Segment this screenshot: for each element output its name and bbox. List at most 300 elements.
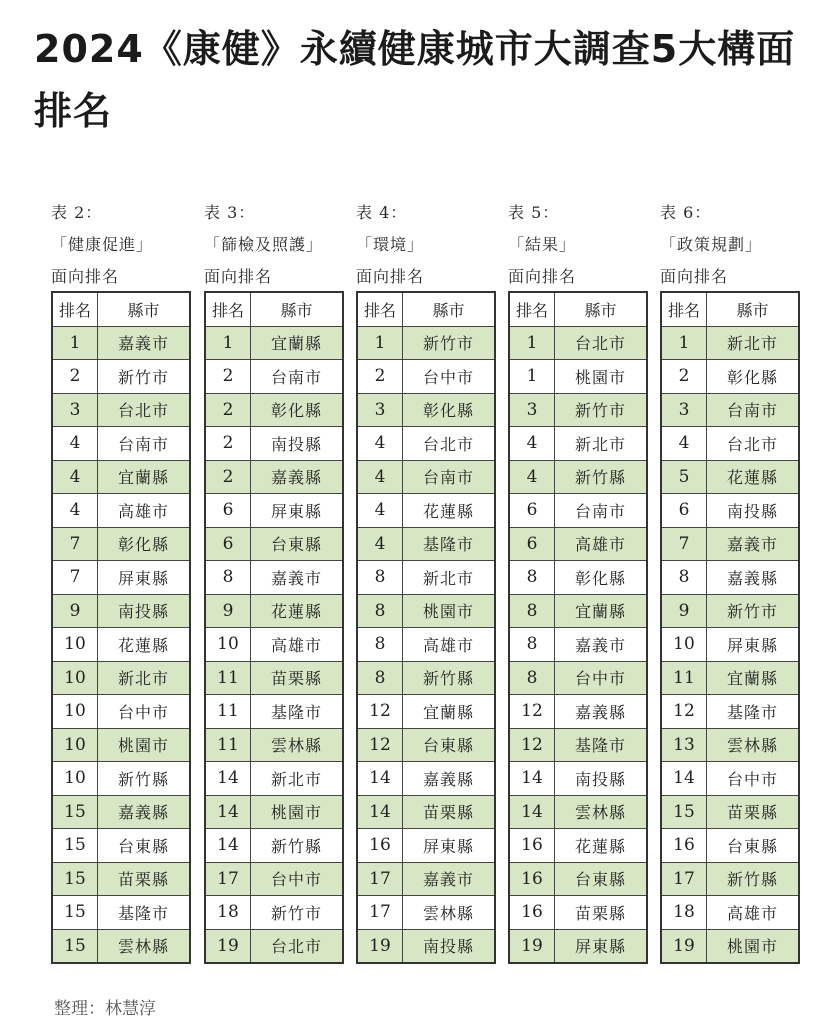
table-row (205, 929, 343, 963)
rank-cell: 12 (357, 728, 403, 762)
table-row (661, 494, 799, 528)
table-row (661, 661, 799, 695)
city-cell: 高雄市 (707, 896, 800, 930)
city-cell: 宜蘭縣 (403, 695, 496, 729)
table-row (52, 728, 190, 762)
rank-cell: 3 (52, 393, 98, 427)
table-row (357, 695, 495, 729)
table-row (509, 829, 647, 863)
city-cell: 新竹市 (403, 326, 496, 360)
table-row (52, 594, 190, 628)
city-cell: 基隆市 (403, 527, 496, 561)
rank-header: 排名 (52, 292, 98, 326)
city-cell: 彰化縣 (98, 527, 191, 561)
city-cell: 台東縣 (707, 829, 800, 863)
table-row (509, 427, 647, 461)
table-row (205, 695, 343, 729)
rank-table (356, 291, 496, 964)
table-row (52, 795, 190, 829)
table-row (357, 829, 495, 863)
city-cell: 新竹市 (251, 896, 344, 930)
table-row (509, 795, 647, 829)
table-name: 「結果」 (508, 235, 577, 254)
rank-cell: 4 (357, 427, 403, 461)
table-row (357, 795, 495, 829)
rank-cell: 1 (661, 326, 707, 360)
table-subtitle: 面向排名 (204, 267, 273, 286)
city-cell: 花蓮縣 (555, 829, 648, 863)
rank-cell: 16 (509, 862, 555, 896)
table-row (52, 494, 190, 528)
city-cell: 嘉義市 (251, 561, 344, 595)
city-cell: 屏東縣 (555, 929, 648, 963)
rank-cell: 2 (205, 393, 251, 427)
city-cell: 新竹縣 (251, 829, 344, 863)
city-cell: 新竹市 (707, 594, 800, 628)
table-name: 「環境」 (356, 235, 425, 254)
city-cell: 台北市 (707, 427, 800, 461)
table-row (205, 594, 343, 628)
table-row (661, 427, 799, 461)
city-cell: 屏東縣 (251, 494, 344, 528)
city-cell: 桃園市 (251, 795, 344, 829)
rank-cell: 18 (661, 896, 707, 930)
city-cell: 桃園市 (707, 929, 800, 963)
rank-cell: 11 (205, 661, 251, 695)
table-row (661, 795, 799, 829)
table-row (357, 393, 495, 427)
table-row (357, 661, 495, 695)
table-row (661, 527, 799, 561)
table-row (205, 896, 343, 930)
rank-cell: 6 (509, 494, 555, 528)
table-row (52, 896, 190, 930)
table-row (357, 460, 495, 494)
table-header-row (205, 292, 343, 326)
table-row (509, 628, 647, 662)
table-row (52, 393, 190, 427)
city-cell: 嘉義縣 (98, 795, 191, 829)
table-row (205, 360, 343, 394)
table-row (661, 728, 799, 762)
city-cell: 台中市 (403, 360, 496, 394)
city-cell: 桃園市 (403, 594, 496, 628)
rank-cell: 8 (509, 628, 555, 662)
city-cell: 南投縣 (403, 929, 496, 963)
rank-cell: 8 (357, 561, 403, 595)
rank-cell: 3 (357, 393, 403, 427)
table-row (357, 896, 495, 930)
city-cell: 嘉義縣 (707, 561, 800, 595)
city-cell: 新竹縣 (403, 661, 496, 695)
table-row (509, 594, 647, 628)
city-cell: 南投縣 (555, 762, 648, 796)
city-cell: 高雄市 (555, 527, 648, 561)
city-cell: 桃園市 (555, 360, 648, 394)
city-cell: 花蓮縣 (707, 460, 800, 494)
table-row (205, 561, 343, 595)
table-row (661, 829, 799, 863)
rank-header: 排名 (509, 292, 555, 326)
table-row (661, 360, 799, 394)
rank-cell: 10 (52, 728, 98, 762)
city-cell: 新竹縣 (707, 862, 800, 896)
rank-cell: 14 (205, 829, 251, 863)
rank-cell: 19 (661, 929, 707, 963)
table-row (661, 695, 799, 729)
table-label: 表 6： (660, 203, 712, 222)
rank-cell: 19 (357, 929, 403, 963)
rank-cell: 17 (205, 862, 251, 896)
table-subtitle: 面向排名 (660, 267, 729, 286)
rank-cell: 8 (661, 561, 707, 595)
rank-cell: 10 (205, 628, 251, 662)
rank-cell: 14 (205, 795, 251, 829)
city-cell: 嘉義縣 (555, 695, 648, 729)
rank-cell: 7 (52, 527, 98, 561)
rank-cell: 16 (509, 829, 555, 863)
table-row (205, 393, 343, 427)
table-row (52, 561, 190, 595)
rank-cell: 15 (52, 929, 98, 963)
table-row (205, 862, 343, 896)
rank-cell: 1 (509, 326, 555, 360)
table-row (661, 862, 799, 896)
rank-table (204, 291, 344, 964)
table-row (509, 661, 647, 695)
city-header: 縣市 (403, 292, 496, 326)
rank-cell: 11 (661, 661, 707, 695)
table-row (661, 896, 799, 930)
table-row (205, 427, 343, 461)
table-row (509, 896, 647, 930)
table-row (661, 929, 799, 963)
table-row (357, 494, 495, 528)
city-cell: 新竹縣 (98, 762, 191, 796)
rank-cell: 19 (205, 929, 251, 963)
city-cell: 台南市 (555, 494, 648, 528)
rank-cell: 4 (52, 494, 98, 528)
rank-cell: 4 (661, 427, 707, 461)
rank-cell: 11 (205, 728, 251, 762)
table-row (52, 929, 190, 963)
city-cell: 屏東縣 (707, 628, 800, 662)
city-cell: 雲林縣 (707, 728, 800, 762)
rank-cell: 2 (52, 360, 98, 394)
rank-cell: 3 (661, 393, 707, 427)
rank-header: 排名 (357, 292, 403, 326)
rank-cell: 6 (205, 527, 251, 561)
rank-cell: 1 (52, 326, 98, 360)
table-label: 表 3： (204, 203, 256, 222)
rank-cell: 19 (509, 929, 555, 963)
table-row (661, 762, 799, 796)
city-cell: 嘉義市 (403, 862, 496, 896)
rank-cell: 7 (52, 561, 98, 595)
rank-cell: 15 (52, 829, 98, 863)
city-cell: 苗栗縣 (403, 795, 496, 829)
table-row (509, 695, 647, 729)
table-row (52, 427, 190, 461)
city-cell: 台東縣 (98, 829, 191, 863)
table-row (661, 393, 799, 427)
rank-cell: 10 (52, 762, 98, 796)
city-cell: 嘉義市 (555, 628, 648, 662)
rank-cell: 9 (661, 594, 707, 628)
table-row (52, 661, 190, 695)
rank-cell: 16 (509, 896, 555, 930)
table-row (52, 762, 190, 796)
rank-cell: 14 (509, 795, 555, 829)
table-row (509, 360, 647, 394)
table-header-row (52, 292, 190, 326)
city-header: 縣市 (707, 292, 800, 326)
rank-cell: 14 (357, 795, 403, 829)
city-cell: 苗栗縣 (251, 661, 344, 695)
rank-cell: 14 (661, 762, 707, 796)
table-row (357, 929, 495, 963)
table-row (509, 460, 647, 494)
city-cell: 新北市 (98, 661, 191, 695)
rank-cell: 9 (205, 594, 251, 628)
table-row (205, 762, 343, 796)
table-label: 表 4： (356, 203, 408, 222)
editor-credit: 整理：林慧淳 (54, 999, 156, 1019)
city-cell: 高雄市 (251, 628, 344, 662)
city-cell: 台北市 (555, 326, 648, 360)
table-row (509, 326, 647, 360)
table-name: 「篩檢及照護」 (204, 235, 324, 254)
table-row (205, 728, 343, 762)
rank-cell: 14 (205, 762, 251, 796)
table-row (205, 460, 343, 494)
rank-cell: 8 (509, 661, 555, 695)
city-cell: 台中市 (251, 862, 344, 896)
city-header: 縣市 (98, 292, 191, 326)
city-cell: 新北市 (555, 427, 648, 461)
table-header-row (661, 292, 799, 326)
rank-cell: 11 (205, 695, 251, 729)
city-cell: 彰化縣 (707, 360, 800, 394)
city-cell: 宜蘭縣 (251, 326, 344, 360)
city-cell: 屏東縣 (403, 829, 496, 863)
rank-cell: 15 (661, 795, 707, 829)
rank-cell: 8 (509, 561, 555, 595)
city-cell: 台中市 (555, 661, 648, 695)
city-cell: 基隆市 (555, 728, 648, 762)
table-header-row (509, 292, 647, 326)
table-subtitle: 面向排名 (508, 267, 577, 286)
table-row (357, 628, 495, 662)
table-row (205, 829, 343, 863)
table-label: 表 5： (508, 203, 560, 222)
rank-cell: 16 (661, 829, 707, 863)
table-row (205, 494, 343, 528)
table-row (661, 460, 799, 494)
table-row (52, 527, 190, 561)
table-row (52, 628, 190, 662)
rank-header: 排名 (205, 292, 251, 326)
city-cell: 台北市 (403, 427, 496, 461)
city-cell: 苗栗縣 (98, 862, 191, 896)
rank-cell: 7 (661, 527, 707, 561)
table-row (205, 661, 343, 695)
city-cell: 台南市 (251, 360, 344, 394)
rank-cell: 6 (205, 494, 251, 528)
city-cell: 桃園市 (98, 728, 191, 762)
table-row (661, 326, 799, 360)
table-row (509, 561, 647, 595)
table-row (52, 326, 190, 360)
rank-cell: 14 (357, 762, 403, 796)
table-row (357, 360, 495, 394)
table-row (661, 628, 799, 662)
city-cell: 雲林縣 (98, 929, 191, 963)
rank-cell: 10 (52, 695, 98, 729)
table-name: 「健康促進」 (51, 235, 154, 254)
city-cell: 台南市 (98, 427, 191, 461)
table-row (357, 561, 495, 595)
city-cell: 雲林縣 (555, 795, 648, 829)
rank-cell: 3 (509, 393, 555, 427)
rank-cell: 2 (205, 360, 251, 394)
city-cell: 台北市 (251, 929, 344, 963)
rank-cell: 8 (205, 561, 251, 595)
city-cell: 雲林縣 (251, 728, 344, 762)
table-row (52, 862, 190, 896)
city-cell: 彰化縣 (403, 393, 496, 427)
city-cell: 彰化縣 (251, 393, 344, 427)
rank-cell: 10 (52, 628, 98, 662)
rank-cell: 2 (357, 360, 403, 394)
rank-cell: 10 (52, 661, 98, 695)
rank-cell: 15 (52, 862, 98, 896)
table-row (357, 427, 495, 461)
city-cell: 新北市 (403, 561, 496, 595)
city-cell: 南投縣 (707, 494, 800, 528)
city-cell: 花蓮縣 (251, 594, 344, 628)
rank-cell: 1 (205, 326, 251, 360)
table-row (661, 561, 799, 595)
rank-cell: 12 (509, 728, 555, 762)
table-name: 「政策規劃」 (660, 235, 763, 254)
city-cell: 新北市 (707, 326, 800, 360)
city-cell: 新竹市 (98, 360, 191, 394)
rank-cell: 1 (509, 360, 555, 394)
page-title: 2024《康健》永續健康城市大調查5大構面排名 (34, 27, 796, 133)
city-cell: 花蓮縣 (98, 628, 191, 662)
table-row (357, 527, 495, 561)
rank-cell: 2 (205, 427, 251, 461)
city-cell: 基隆市 (251, 695, 344, 729)
city-cell: 新竹縣 (555, 460, 648, 494)
rank-cell: 8 (509, 594, 555, 628)
table-row (509, 862, 647, 896)
rank-cell: 17 (357, 862, 403, 896)
rank-cell: 4 (357, 527, 403, 561)
city-cell: 台中市 (98, 695, 191, 729)
table-row (205, 326, 343, 360)
city-cell: 台東縣 (555, 862, 648, 896)
city-cell: 台東縣 (251, 527, 344, 561)
rank-cell: 4 (509, 460, 555, 494)
rank-cell: 18 (205, 896, 251, 930)
rank-cell: 10 (661, 628, 707, 662)
city-header: 縣市 (251, 292, 344, 326)
rank-cell: 2 (661, 360, 707, 394)
city-cell: 宜蘭縣 (707, 661, 800, 695)
rank-cell: 6 (661, 494, 707, 528)
rank-cell: 8 (357, 628, 403, 662)
table-row (205, 628, 343, 662)
table-row (509, 762, 647, 796)
table-row (509, 728, 647, 762)
rank-cell: 15 (52, 896, 98, 930)
city-cell: 雲林縣 (403, 896, 496, 930)
table-row (52, 460, 190, 494)
rank-cell: 4 (52, 427, 98, 461)
city-cell: 新北市 (251, 762, 344, 796)
rank-cell: 8 (357, 594, 403, 628)
rank-cell: 4 (52, 460, 98, 494)
rank-cell: 12 (509, 695, 555, 729)
city-cell: 高雄市 (403, 628, 496, 662)
rank-cell: 2 (205, 460, 251, 494)
city-cell: 新竹市 (555, 393, 648, 427)
table-row (509, 393, 647, 427)
rank-cell: 15 (52, 795, 98, 829)
city-cell: 嘉義縣 (251, 460, 344, 494)
rank-cell: 9 (52, 594, 98, 628)
table-row (357, 862, 495, 896)
rank-cell: 5 (661, 460, 707, 494)
city-cell: 苗栗縣 (707, 795, 800, 829)
table-row (52, 829, 190, 863)
table-row (509, 494, 647, 528)
rank-table (660, 291, 800, 964)
city-cell: 高雄市 (98, 494, 191, 528)
rank-cell: 6 (509, 527, 555, 561)
city-cell: 南投縣 (98, 594, 191, 628)
table-row (357, 762, 495, 796)
table-row (661, 594, 799, 628)
city-cell: 彰化縣 (555, 561, 648, 595)
rank-table (51, 291, 191, 964)
rank-cell: 8 (357, 661, 403, 695)
rank-table (508, 291, 648, 964)
city-cell: 台東縣 (403, 728, 496, 762)
city-cell: 基隆市 (707, 695, 800, 729)
rank-cell: 4 (357, 460, 403, 494)
table-row (509, 929, 647, 963)
rank-cell: 13 (661, 728, 707, 762)
rank-cell: 16 (357, 829, 403, 863)
rank-cell: 12 (357, 695, 403, 729)
city-cell: 台南市 (403, 460, 496, 494)
rank-cell: 1 (357, 326, 403, 360)
city-cell: 台南市 (707, 393, 800, 427)
table-row (52, 695, 190, 729)
table-row (52, 360, 190, 394)
table-row (357, 728, 495, 762)
rank-cell: 4 (509, 427, 555, 461)
city-cell: 南投縣 (251, 427, 344, 461)
city-cell: 嘉義市 (707, 527, 800, 561)
table-subtitle: 面向排名 (51, 267, 120, 286)
rank-cell: 14 (509, 762, 555, 796)
table-header-row (357, 292, 495, 326)
rank-cell: 17 (357, 896, 403, 930)
